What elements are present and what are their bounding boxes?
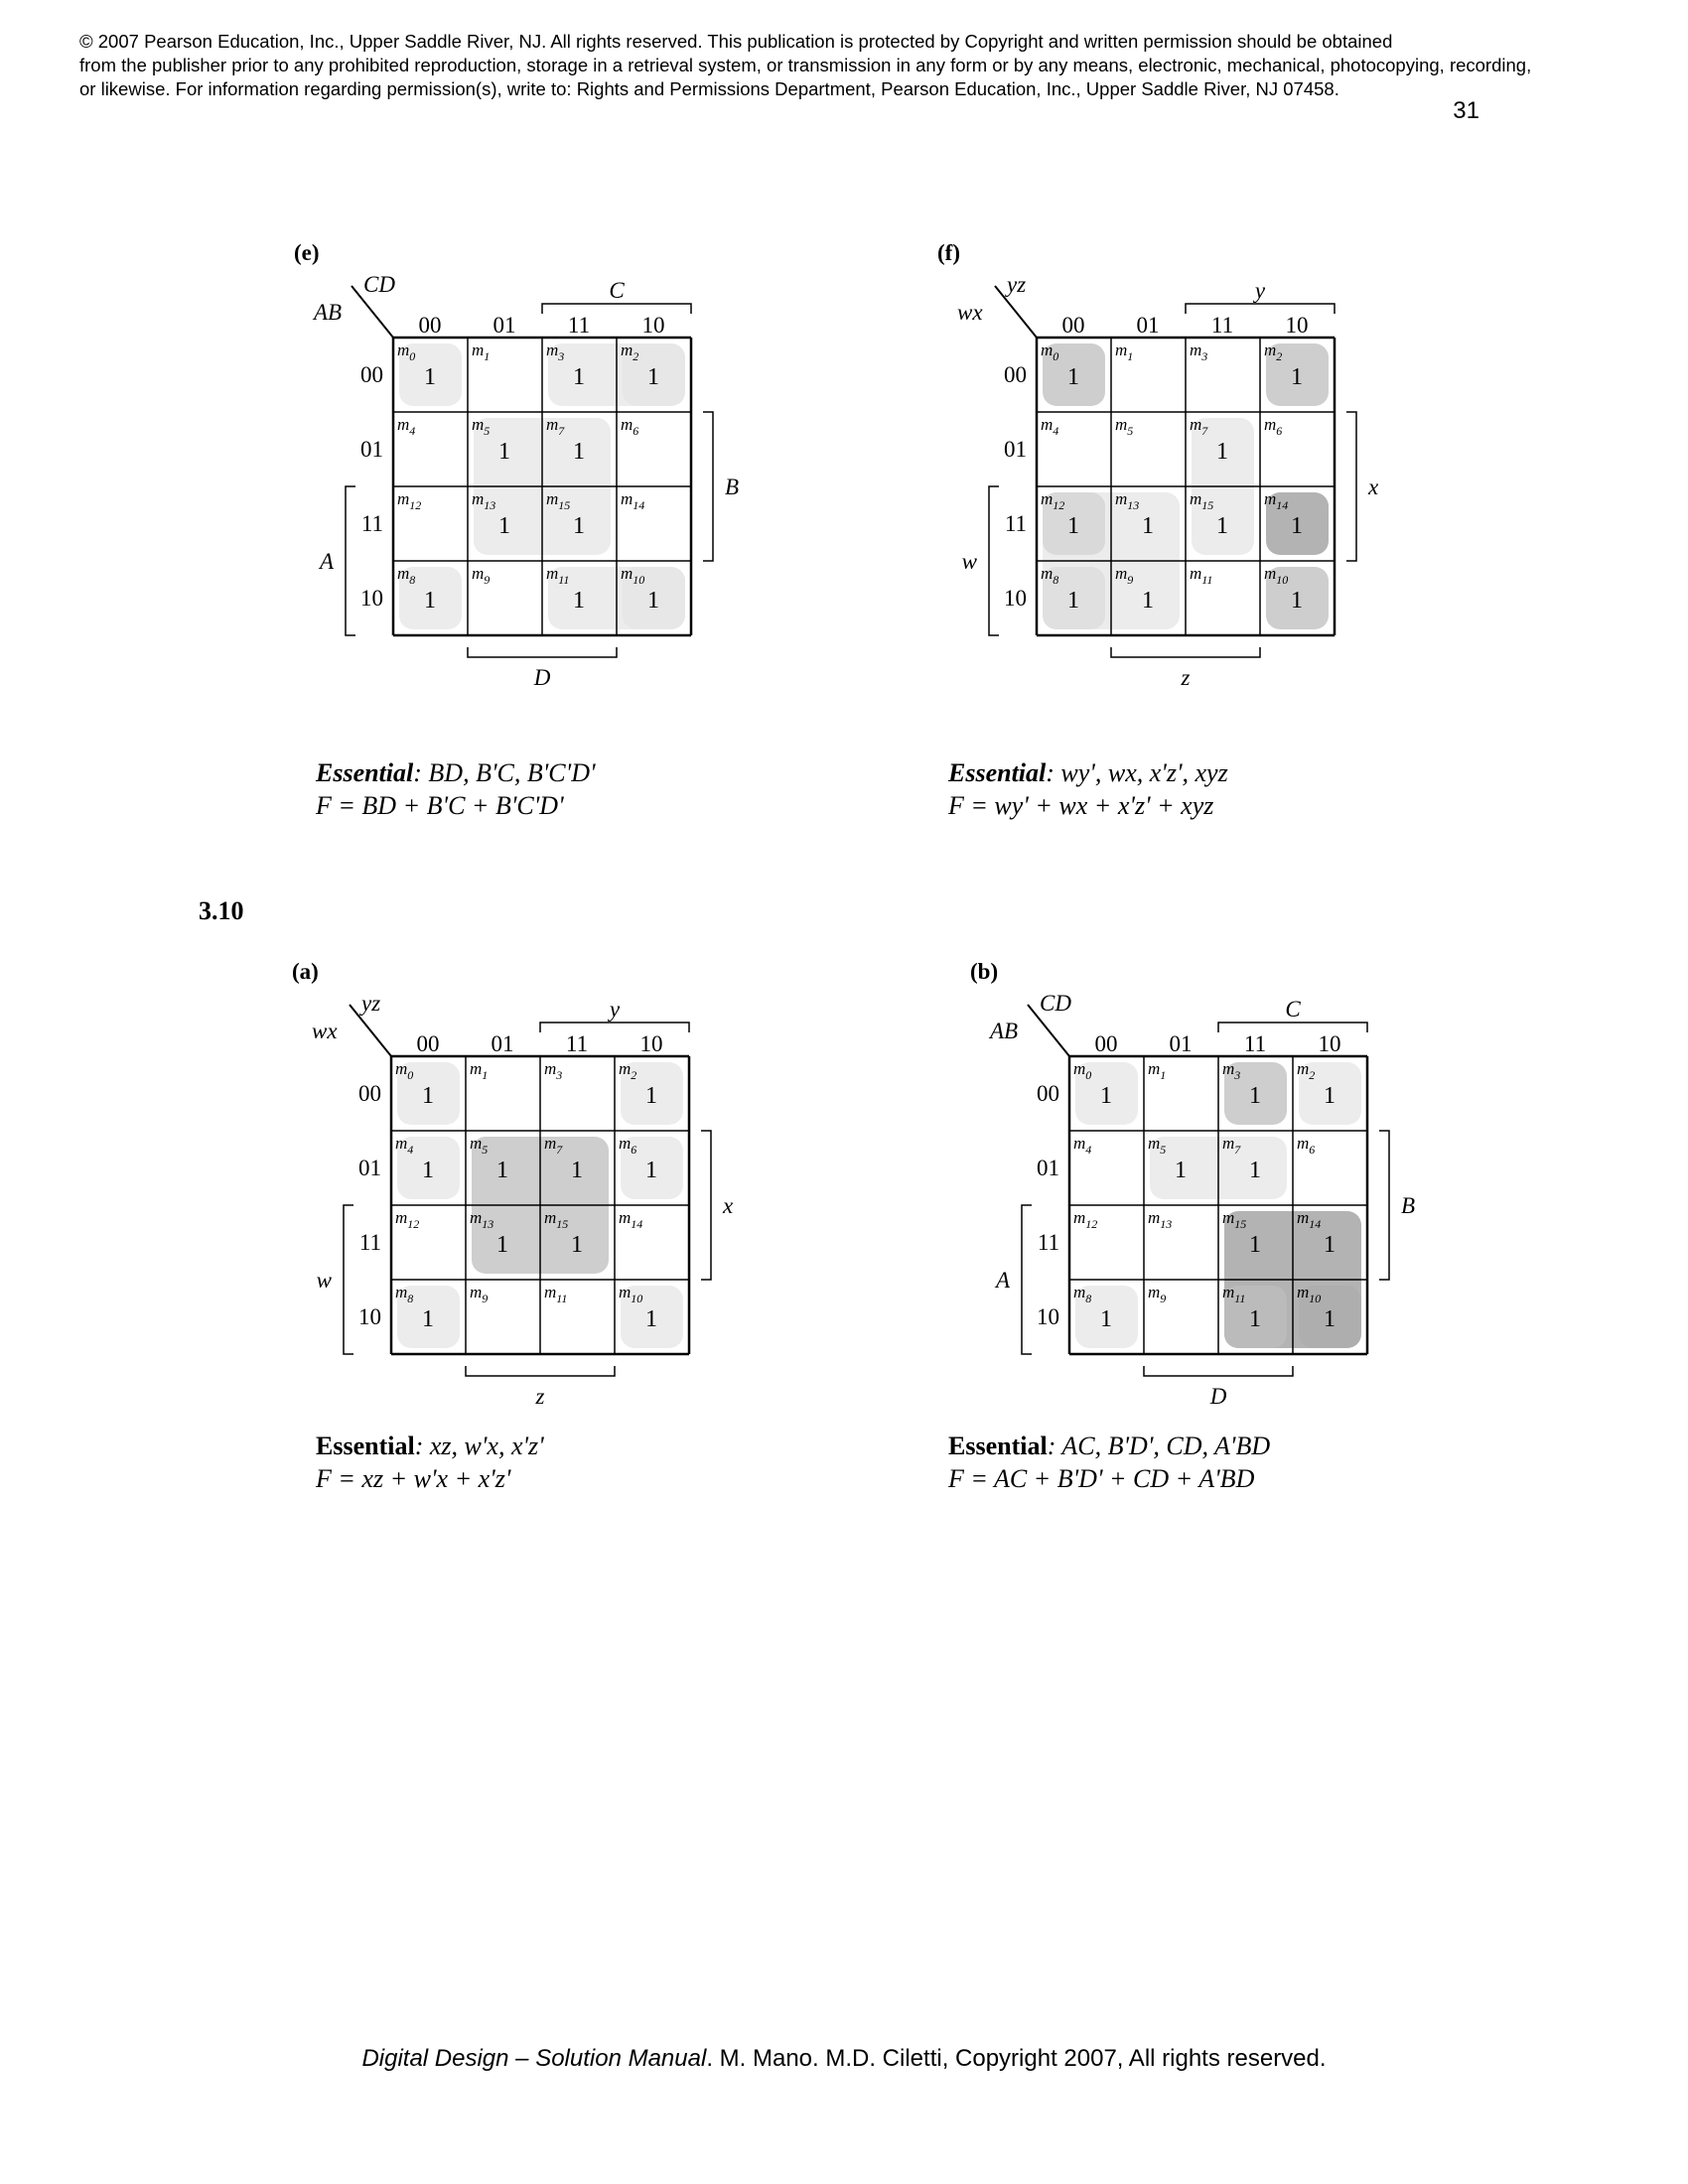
minterm-index: 0 [407,1068,414,1082]
cell-value: 1 [1216,439,1228,465]
minterm-label: $m_{12}$ [1041,489,1065,512]
minterm-label: $m_{12}$ [1073,1208,1098,1231]
kmap-f [937,240,1394,707]
cell-value: 1 [496,1232,508,1258]
minterm-index: 14 [631,1217,643,1231]
minterm-label: $m_6$ [619,1134,637,1157]
minterm-index: 9 [1127,573,1134,587]
minterm-label: $m_1$ [472,341,491,363]
minterm-index: 5 [1127,424,1134,438]
minterm-label: $m_2$ [1264,341,1283,363]
cell-value: 1 [1291,364,1303,390]
minterm-label: $m_{12}$ [395,1208,420,1231]
minterm-index: 11 [1201,573,1213,587]
column-code: 01 [492,313,516,338]
minterm-index: 13 [1160,1217,1173,1231]
minterm-index: 8 [409,573,416,587]
column-code: 11 [565,1031,589,1056]
minterm-index: 6 [1276,424,1283,438]
minterm-label: $m_8$ [1073,1283,1092,1305]
minterm-label: $m_{10}$ [619,1283,643,1305]
minterm-label: $m_{13}$ [472,489,496,512]
minterm-label: $m_3$ [1222,1059,1241,1082]
cell-value: 1 [645,1083,657,1109]
left-bracket-label: w [961,549,977,574]
bottom-bracket-label: z [1181,665,1191,690]
cell-value: 1 [647,588,659,614]
minterm-label: $m_7$ [1222,1134,1241,1157]
footer [0,2045,1688,2073]
kmap-diagram [294,240,751,707]
bottom-bracket [1144,1366,1293,1376]
top-bracket-label: y [1254,278,1266,303]
cell-value: 1 [496,1158,508,1183]
column-code: 10 [641,313,665,338]
minterm-label: $m_{11}$ [1190,564,1213,587]
bottom-bracket-label: z [535,1384,545,1409]
cell-value: 1 [422,1306,434,1332]
minterm-label: $m_{14}$ [1264,489,1289,512]
minterm-label: $m_2$ [1297,1059,1316,1082]
minterm-index: 7 [1234,1143,1241,1157]
column-variable-label: yz [361,991,381,1016]
minterm-index: 4 [1085,1143,1092,1157]
cell-value: 1 [1067,513,1079,539]
minterm-index: 9 [1160,1292,1167,1305]
cell-value: 1 [1249,1083,1261,1109]
cell-value: 1 [573,364,585,390]
minterm-index: 3 [556,1068,563,1082]
essential-terms: : BD, B'C, B'C'D' [413,758,596,787]
cell-value: 1 [424,588,436,614]
minterm-index: 5 [1160,1143,1167,1157]
minterm-label: $m_2$ [621,341,639,363]
minterm-index: 10 [631,1292,643,1305]
cell-value: 1 [573,439,585,465]
answer-a [316,1430,544,1495]
cell-value: 1 [1100,1083,1112,1109]
row-code: 01 [1004,437,1027,462]
minterm-index: 7 [556,1143,563,1157]
column-variable-label: CD [1040,991,1071,1016]
cell-value: 1 [1249,1232,1261,1258]
essential-line [948,1430,1270,1462]
part-label: (b) [970,959,999,984]
bottom-bracket-label: D [533,665,551,690]
minterm-index: 12 [1053,498,1065,512]
cell-value: 1 [1100,1306,1112,1332]
kmap-b [970,959,1427,1426]
minterm-index: 10 [633,573,645,587]
cell-value: 1 [1324,1232,1336,1258]
minterm-index: 14 [633,498,645,512]
minterm-label: $m_{14}$ [621,489,645,512]
minterm-index: 2 [631,1068,637,1082]
cell-value: 1 [1291,513,1303,539]
minterm-label: $m_3$ [544,1059,563,1082]
column-code: 01 [491,1031,514,1056]
minterm-index: 2 [633,349,639,363]
minterm-index: 4 [1053,424,1059,438]
minterm-label: $m_6$ [621,415,639,438]
row-code: 10 [360,586,383,611]
minterm-label: $m_5$ [1115,415,1134,438]
essential-terms: : wy', wx, x'z', xyz [1046,758,1228,787]
minterm-label: $m_4$ [1041,415,1059,438]
cell-value: 1 [645,1158,657,1183]
minterm-label: $m_4$ [397,415,416,438]
minterm-label: $m_{11}$ [544,1283,568,1305]
minterm-index: 15 [558,498,571,512]
column-code: 10 [1285,313,1309,338]
minterm-index: 3 [1234,1068,1241,1082]
minterm-label: $m_{12}$ [397,489,422,512]
bottom-bracket [1111,647,1260,657]
minterm-index: 12 [407,1217,420,1231]
cell-value: 1 [571,1158,583,1183]
bottom-bracket [468,647,617,657]
minterm-label: $m_{15}$ [544,1208,569,1231]
part-label: (f) [937,240,960,265]
cell-value: 1 [647,364,659,390]
row-code: 11 [1037,1230,1059,1255]
cell-value: 1 [573,513,585,539]
minterm-index: 10 [1276,573,1289,587]
minterm-label: $m_4$ [1073,1134,1092,1157]
minterm-label: $m_9$ [1115,564,1134,587]
row-code: 00 [360,362,383,387]
row-code: 00 [1004,362,1027,387]
cell-value: 1 [1142,513,1154,539]
cell-value: 1 [571,1232,583,1258]
right-bracket-label: x [1368,475,1379,499]
minterm-index: 3 [1201,349,1208,363]
minterm-label: $m_{13}$ [1115,489,1140,512]
minterm-index: 15 [1201,498,1214,512]
minterm-label: $m_{15}$ [1190,489,1214,512]
minterm-index: 0 [1085,1068,1092,1082]
column-code: 00 [1094,1031,1118,1056]
row-code: 00 [358,1081,381,1106]
copyright-notice [79,30,1628,101]
minterm-index: 3 [558,349,565,363]
column-code: 00 [418,313,442,338]
minterm-label: $m_{10}$ [1297,1283,1322,1305]
cell-value: 1 [1067,588,1079,614]
minterm-index: 2 [1276,349,1283,363]
minterm-index: 0 [409,349,416,363]
right-bracket [1346,412,1356,561]
column-code: 00 [1061,313,1085,338]
column-code: 10 [639,1031,663,1056]
minterm-label: $m_8$ [395,1283,414,1305]
cell-value: 1 [1249,1306,1261,1332]
function-expression: F = wy' + wx + x'z' + xyz [948,791,1214,820]
essential-line [948,756,1228,789]
minterm-index: 0 [1053,349,1059,363]
answer-b [948,1430,1270,1495]
top-bracket-label: y [609,997,621,1022]
minterm-label: $m_9$ [470,1283,489,1305]
essential-label: Essential [316,758,414,787]
row-code: 01 [360,437,383,462]
row-code: 11 [360,511,383,536]
minterm-index: 9 [484,573,491,587]
minterm-label: $m_5$ [1148,1134,1167,1157]
cell-value: 1 [422,1158,434,1183]
cell-value: 1 [645,1306,657,1332]
column-code: 10 [1318,1031,1341,1056]
minterm-label: $m_7$ [1190,415,1208,438]
minterm-index: 8 [1085,1292,1092,1305]
left-bracket [346,486,355,635]
answer-e [316,756,596,822]
answer-f [948,756,1228,822]
column-code: 11 [567,313,591,338]
minterm-label: $m_1$ [470,1059,489,1082]
minterm-label: $m_{11}$ [1222,1283,1246,1305]
minterm-label: $m_5$ [470,1134,489,1157]
essential-line [316,756,596,789]
kmap-e [294,240,751,707]
left-bracket [1022,1205,1032,1354]
minterm-index: 9 [482,1292,489,1305]
minterm-index: 12 [1085,1217,1098,1231]
minterm-label: $m_3$ [1190,341,1208,363]
top-bracket [1186,304,1335,314]
minterm-label: $m_{10}$ [621,564,645,587]
minterm-index: 11 [1234,1292,1246,1305]
minterm-index: 11 [558,573,570,587]
right-bracket-label: x [723,1193,734,1218]
bottom-bracket-label: D [1209,1384,1227,1409]
minterm-index: 8 [407,1292,414,1305]
minterm-label: $m_9$ [1148,1283,1167,1305]
row-code: 00 [1037,1081,1059,1106]
right-bracket [703,412,713,561]
minterm-label: $m_5$ [472,415,491,438]
right-bracket [701,1131,711,1280]
minterm-index: 1 [482,1068,489,1082]
function-expression: F = BD + B'C + B'C'D' [316,791,564,820]
minterm-label: $m_3$ [546,341,565,363]
kmap-diagram [937,240,1394,707]
left-bracket-label: A [319,549,334,574]
function-expression: F = AC + B'D' + CD + A'BD [948,1464,1255,1493]
cell-value: 1 [1291,588,1303,614]
minterm-index: 7 [558,424,565,438]
minterm-index: 1 [1127,349,1134,363]
top-bracket [1218,1023,1367,1032]
minterm-index: 1 [1160,1068,1167,1082]
column-code: 01 [1169,1031,1193,1056]
minterm-label: $m_0$ [395,1059,414,1082]
copyright-line: from the publisher prior to any prohibited reproduction, storage in a retrieval system, or transmission in any form or by any means, electronic, mechanical, photocopying, recording, [79,55,1532,75]
minterm-index: 5 [482,1143,489,1157]
cell-value: 1 [1249,1158,1261,1183]
essential-line [316,1430,544,1462]
minterm-label: $m_8$ [1041,564,1059,587]
minterm-label: $m_{13}$ [1148,1208,1173,1231]
minterm-index: 7 [1201,424,1208,438]
minterm-label: $m_1$ [1115,341,1134,363]
minterm-label: $m_{14}$ [1297,1208,1322,1231]
minterm-label: $m_4$ [395,1134,414,1157]
minterm-label: $m_9$ [472,564,491,587]
row-code: 11 [358,1230,381,1255]
minterm-label: $m_{15}$ [546,489,571,512]
essential-terms: : AC, B'D', CD, A'BD [1047,1432,1271,1460]
column-code: 01 [1136,313,1160,338]
row-variable-label: AB [314,300,343,325]
minterm-label: $m_8$ [397,564,416,587]
cell-value: 1 [498,513,510,539]
minterm-index: 10 [1309,1292,1322,1305]
minterm-label: $m_{15}$ [1222,1208,1247,1231]
cell-value: 1 [1142,588,1154,614]
minterm-index: 4 [407,1143,414,1157]
minterm-label: $m_7$ [544,1134,563,1157]
row-code: 10 [1037,1304,1059,1329]
footer-text: . M. Mano. M.D. Ciletti, Copyright 2007, All rights reserved. [706,2045,1327,2072]
cell-value: 1 [1175,1158,1187,1183]
row-variable-label: AB [990,1019,1019,1043]
row-variable-label: wx [312,1019,338,1043]
minterm-index: 14 [1276,498,1289,512]
right-bracket [1379,1131,1389,1280]
part-label: (e) [294,240,320,265]
left-bracket [344,1205,353,1354]
minterm-index: 15 [1234,1217,1247,1231]
minterm-index: 6 [633,424,639,438]
top-bracket [540,1023,689,1032]
minterm-index: 13 [484,498,496,512]
minterm-index: 1 [484,349,491,363]
row-code: 10 [358,1304,381,1329]
cell-value: 1 [573,588,585,614]
minterm-label: $m_2$ [619,1059,637,1082]
cell-value: 1 [498,439,510,465]
section-number: 3.10 [199,896,244,925]
cell-value: 1 [422,1083,434,1109]
minterm-label: $m_{10}$ [1264,564,1289,587]
left-bracket [989,486,999,635]
column-variable-label: CD [363,272,395,297]
minterm-label: $m_{14}$ [619,1208,643,1231]
copyright-line: © 2007 Pearson Education, Inc., Upper Saddle River, NJ. All rights reserved. This publication is protected by Copyright and written permission should be obtained [79,31,1393,52]
minterm-label: $m_0$ [1041,341,1059,363]
minterm-label: $m_{13}$ [470,1208,494,1231]
essential-label: Essential [948,758,1047,787]
bottom-bracket [466,1366,615,1376]
top-bracket-label: C [609,278,625,303]
minterm-index: 8 [1053,573,1059,587]
essential-terms: : xz, w'x, x'z' [414,1432,544,1460]
column-code: 00 [416,1031,440,1056]
minterm-index: 15 [556,1217,569,1231]
minterm-label: $m_0$ [397,341,416,363]
top-bracket [542,304,691,314]
row-code: 11 [1004,511,1027,536]
column-variable-label: yz [1007,272,1027,297]
minterm-label: $m_6$ [1264,415,1283,438]
minterm-index: 6 [631,1143,637,1157]
kmap-diagram [970,959,1427,1426]
column-code: 11 [1243,1031,1267,1056]
minterm-index: 2 [1309,1068,1316,1082]
row-code: 01 [358,1156,381,1180]
cell-value: 1 [424,364,436,390]
row-code: 10 [1004,586,1027,611]
minterm-label: $m_7$ [546,415,565,438]
cell-value: 1 [1324,1083,1336,1109]
cell-value: 1 [1216,513,1228,539]
kmap-diagram [292,959,749,1426]
function-expression: F = xz + w'x + x'z' [316,1464,511,1493]
copyright-line: or likewise. For information regarding permission(s), write to: Rights and Permissions Department, Pearson Education, Inc., Upper Saddle River, NJ 07458. [79,78,1339,99]
minterm-index: 14 [1309,1217,1322,1231]
minterm-label: $m_{11}$ [546,564,570,587]
minterm-index: 5 [484,424,491,438]
essential-label: Essential [316,1432,415,1460]
right-bracket-label: B [1401,1193,1416,1218]
left-bracket-label: w [316,1268,332,1293]
minterm-index: 13 [482,1217,494,1231]
part-label: (a) [292,959,319,984]
page-number: 31 [1453,97,1479,124]
minterm-index: 13 [1127,498,1140,512]
column-code: 11 [1210,313,1234,338]
minterm-index: 6 [1309,1143,1316,1157]
minterm-label: $m_1$ [1148,1059,1167,1082]
right-bracket-label: B [725,475,740,499]
top-bracket-label: C [1285,997,1301,1022]
left-bracket-label: A [995,1268,1010,1293]
minterm-index: 11 [556,1292,568,1305]
row-variable-label: wx [957,300,983,325]
row-code: 01 [1037,1156,1059,1180]
essential-label: Essential [948,1432,1048,1460]
minterm-label: $m_0$ [1073,1059,1092,1082]
cell-value: 1 [1067,364,1079,390]
kmap-a [292,959,749,1426]
minterm-index: 4 [409,424,416,438]
cell-value: 1 [1324,1306,1336,1332]
minterm-label: $m_6$ [1297,1134,1316,1157]
footer-title: Digital Design – Solution Manual [361,2045,707,2072]
minterm-index: 12 [409,498,422,512]
